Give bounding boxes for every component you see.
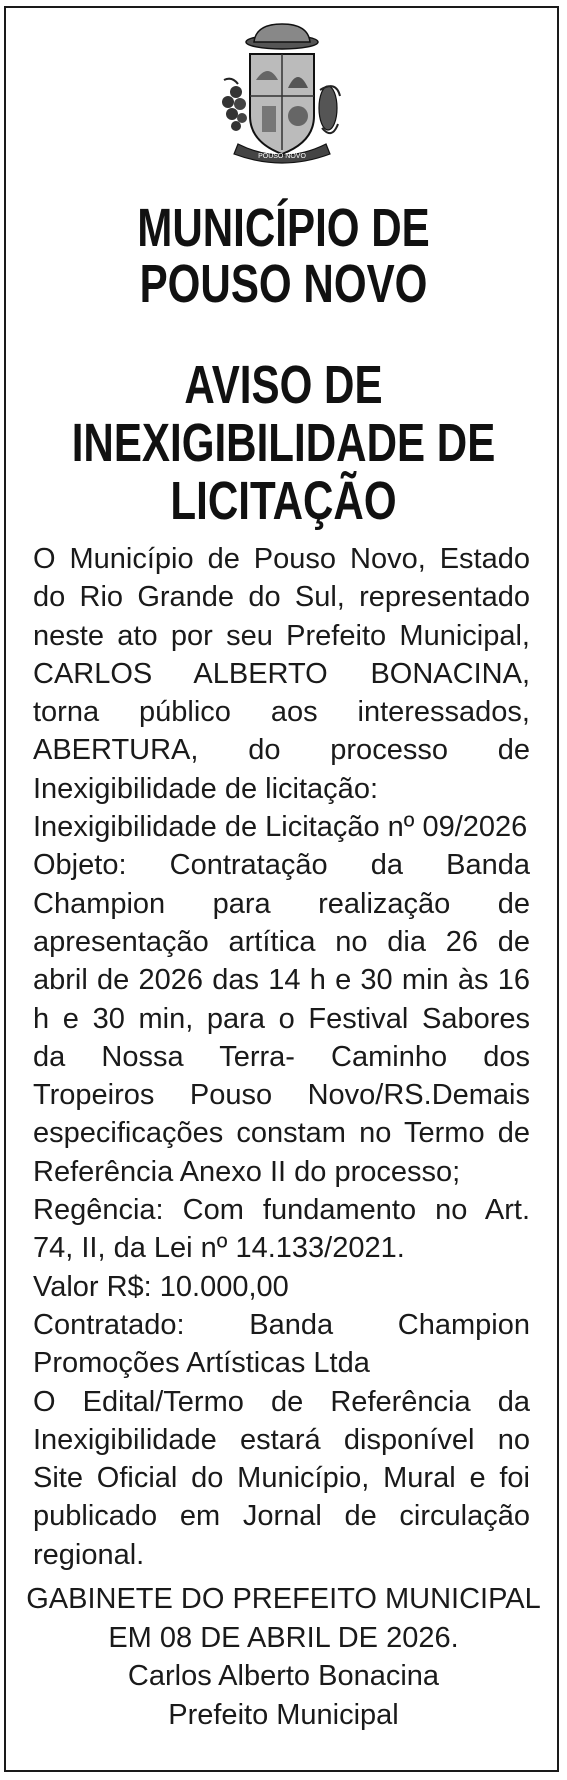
coat-of-arms-icon <box>212 20 352 170</box>
contractor-line: Contratado: Banda Champion Promoções Artísticas Ltda <box>33 1308 530 1380</box>
intro-paragraph: O Município de Pouso Novo, Estado do Rio Grande do Sul, representado neste ato por seu Prefeito Municipal, CARLOS ALBERTO BONACINA, torna público aos interessados, ABERTURA, do processo de Inexigibilidade de licitação: <box>33 543 530 805</box>
date-line: EM 08 DE ABRIL DE 2026. <box>108 1621 459 1654</box>
notice-title-line1: AVISO DE <box>184 355 383 415</box>
municipality-title-line2: POUSO NOVO <box>139 254 428 314</box>
municipality-title-line1: MUNICÍPIO DE <box>137 198 430 258</box>
office-line: GABINETE DO PREFEITO MUNICIPAL <box>26 1583 541 1615</box>
value-line: Valor R$: 10.000,00 <box>33 1270 289 1303</box>
ribbon-label: POUSO NOVO <box>258 153 306 160</box>
signature-block <box>0 1580 567 1734</box>
notice-body <box>33 540 530 1574</box>
signer-title: Prefeito Municipal <box>168 1698 399 1731</box>
municipality-title <box>62 200 504 312</box>
edital-paragraph: O Edital/Termo de Referência da Inexigibilidade estará disponível no Site Oficial do Município, Mural e foi publicado em Jornal de circulação regional. <box>33 1385 530 1571</box>
object-paragraph: Objeto: Contratação da Banda Champion para realização de apresentação artítica no dia 26 de abril de 2026 das 14 h e 30 min às 16 h e 30 min, para o Festival Sabores da Nossa Terra- Caminho dos Tropeiros Pouso Novo/RS.Demais especificações constam no Termo de Referência Anexo II do processo; <box>33 849 530 1188</box>
notice-title <box>62 356 504 530</box>
process-number: Inexigibilidade de Licitação nº 09/2026 <box>33 811 528 844</box>
notice-title-line3: LICITAÇÃO <box>170 471 397 531</box>
notice-title-line2: INEXIGIBILIDADE DE <box>71 413 496 473</box>
legal-basis: Regência: Com fundamento no Art. 74, II, da Lei nº 14.133/2021. <box>33 1194 530 1265</box>
signer-name: Carlos Alberto Bonacina <box>127 1660 440 1692</box>
